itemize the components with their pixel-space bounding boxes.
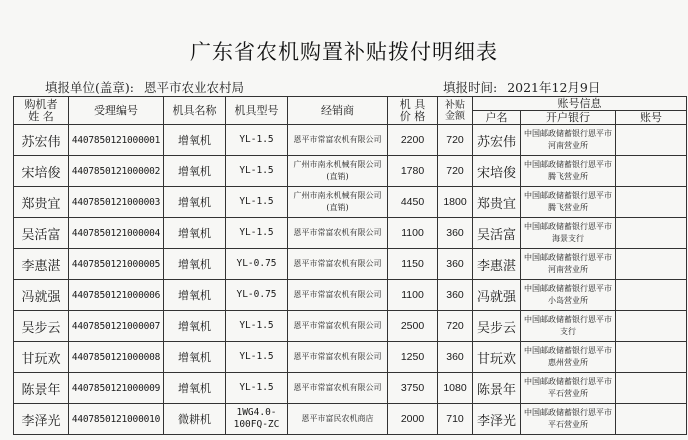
holder-cell: 郑贵宜 (473, 187, 521, 218)
price-cell: 4450 (388, 187, 438, 218)
machine-name-cell: 增氧机 (164, 187, 226, 218)
table-row (14, 125, 687, 156)
buyer-name-cell: 宋培俊 (14, 156, 69, 187)
page-title: 广东省农机购置补贴拨付明细表 (190, 40, 498, 64)
dealer-cell: 恩平市常富农机有限公司 (288, 373, 388, 404)
subsidy-cell: 360 (438, 342, 473, 373)
bank-cell: 中国邮政储蓄银行恩平市河南营业所 (521, 125, 616, 156)
accept-no-cell: 4407850121000006 (69, 280, 164, 311)
table-row (14, 311, 687, 342)
header-accept-no: 受理编号 (69, 97, 164, 125)
bank-cell: 中国邮政储蓄银行恩平市平石营业所 (521, 404, 616, 435)
holder-cell: 陈景年 (473, 373, 521, 404)
machine-model-cell: YL-1.5 (226, 125, 288, 156)
machine-model-cell: YL-1.5 (226, 311, 288, 342)
accept-no-cell: 4407850121000004 (69, 218, 164, 249)
price-cell: 3750 (388, 373, 438, 404)
header-buyer-name: 购机者 姓 名 (14, 97, 69, 125)
account-no-cell (616, 156, 687, 187)
reporting-date-label: 填报时间: (443, 80, 498, 95)
holder-cell: 宋培俊 (473, 156, 521, 187)
account-no-cell (616, 373, 687, 404)
price-cell: 1250 (388, 342, 438, 373)
holder-cell: 吴步云 (473, 311, 521, 342)
account-no-cell (616, 342, 687, 373)
machine-name-cell: 增氧机 (164, 311, 226, 342)
account-no-cell (616, 249, 687, 280)
buyer-name-cell: 李泽光 (14, 404, 69, 435)
account-no-cell (616, 280, 687, 311)
machine-model-cell: YL-1.5 (226, 156, 288, 187)
machine-name-cell: 增氧机 (164, 218, 226, 249)
machine-name-cell: 增氧机 (164, 249, 226, 280)
header-machine-name: 机具名称 (164, 97, 226, 125)
dealer-cell: 广州市南永机械有限公司(直销) (288, 156, 388, 187)
reporting-unit (45, 78, 244, 96)
machine-name-cell: 增氧机 (164, 156, 226, 187)
machine-model-cell: YL-0.75 (226, 249, 288, 280)
table-row (14, 218, 687, 249)
price-cell: 2500 (388, 311, 438, 342)
machine-name-cell: 增氧机 (164, 373, 226, 404)
table-row (14, 404, 687, 435)
header-dealer: 经销商 (288, 97, 388, 125)
header-subsidy: 补贴 金额 (438, 97, 473, 125)
header-price: 机 具 价 格 (388, 97, 438, 125)
machine-model-cell: YL-1.5 (226, 373, 288, 404)
dealer-cell: 恩平市常富农机有限公司 (288, 311, 388, 342)
price-cell: 1150 (388, 249, 438, 280)
header-bank: 开户银行 (521, 111, 616, 125)
machine-name-cell: 增氧机 (164, 125, 226, 156)
table-header (14, 97, 687, 125)
account-no-cell (616, 404, 687, 435)
price-cell: 1780 (388, 156, 438, 187)
accept-no-cell: 4407850121000001 (69, 125, 164, 156)
buyer-name-cell: 苏宏伟 (14, 125, 69, 156)
machine-model-cell: 1WG4.0-100FQ-ZC (226, 404, 288, 435)
machine-model-cell: YL-0.75 (226, 280, 288, 311)
subsidy-cell: 1080 (438, 373, 473, 404)
subsidy-cell: 360 (438, 249, 473, 280)
buyer-name-cell: 甘玩欢 (14, 342, 69, 373)
table-row (14, 342, 687, 373)
table-row (14, 373, 687, 404)
dealer-cell: 恩平市常富农机有限公司 (288, 249, 388, 280)
machine-name-cell: 增氧机 (164, 342, 226, 373)
subsidy-cell: 360 (438, 218, 473, 249)
reporting-date (443, 78, 600, 96)
machine-name-cell: 增氧机 (164, 280, 226, 311)
machine-model-cell: YL-1.5 (226, 187, 288, 218)
account-no-cell (616, 125, 687, 156)
subsidy-cell: 720 (438, 156, 473, 187)
bank-cell: 中国邮政储蓄银行恩平市惠州营业所 (521, 342, 616, 373)
holder-cell: 李泽光 (473, 404, 521, 435)
subsidy-cell: 710 (438, 404, 473, 435)
accept-no-cell: 4407850121000005 (69, 249, 164, 280)
reporting-unit-name: 恩平市农业农村局 (143, 80, 244, 95)
accept-no-cell: 4407850121000002 (69, 156, 164, 187)
dealer-cell: 恩平市富民农机商店 (288, 404, 388, 435)
account-no-cell (616, 311, 687, 342)
buyer-name-cell: 陈景年 (14, 373, 69, 404)
header-holder: 户名 (473, 111, 521, 125)
table-row (14, 280, 687, 311)
machine-name-cell: 微耕机 (164, 404, 226, 435)
buyer-name-cell: 郑贵宜 (14, 187, 69, 218)
subsidy-cell: 720 (438, 311, 473, 342)
holder-cell: 冯就强 (473, 280, 521, 311)
table-row (14, 187, 687, 218)
holder-cell: 苏宏伟 (473, 125, 521, 156)
price-cell: 2000 (388, 404, 438, 435)
holder-cell: 吴活富 (473, 218, 521, 249)
table-row (14, 156, 687, 187)
dealer-cell: 恩平市常富农机有限公司 (288, 342, 388, 373)
subsidy-cell: 720 (438, 125, 473, 156)
bank-cell: 中国邮政储蓄银行恩平市腾飞营业所 (521, 187, 616, 218)
price-cell: 1100 (388, 280, 438, 311)
dealer-cell: 恩平市常富农机有限公司 (288, 125, 388, 156)
buyer-name-cell: 吴步云 (14, 311, 69, 342)
buyer-name-cell: 冯就强 (14, 280, 69, 311)
header-machine-model: 机具型号 (226, 97, 288, 125)
reporting-date-value: 2021年12月9日 (507, 80, 601, 95)
accept-no-cell: 4407850121000007 (69, 311, 164, 342)
bank-cell: 中国邮政储蓄银行恩平市河南营业所 (521, 249, 616, 280)
accept-no-cell: 4407850121000008 (69, 342, 164, 373)
accept-no-cell: 4407850121000010 (69, 404, 164, 435)
table-body (14, 125, 687, 435)
bank-cell: 中国邮政储蓄银行恩平市腾飞营业所 (521, 156, 616, 187)
dealer-cell: 恩平市常富农机有限公司 (288, 280, 388, 311)
accept-no-cell: 4407850121000009 (69, 373, 164, 404)
bank-cell: 中国邮政储蓄银行恩平市海景支行 (521, 218, 616, 249)
subsidy-table (13, 96, 687, 435)
reporting-unit-label: 填报单位(盖章): (45, 80, 134, 95)
buyer-name-cell: 吴活富 (14, 218, 69, 249)
header-account-info: 账号信息 (473, 97, 687, 111)
holder-cell: 甘玩欢 (473, 342, 521, 373)
machine-model-cell: YL-1.5 (226, 342, 288, 373)
price-cell: 1100 (388, 218, 438, 249)
account-no-cell (616, 187, 687, 218)
dealer-cell: 广州市南永机械有限公司(直销) (288, 187, 388, 218)
header-account-no: 账号 (616, 111, 687, 125)
subsidy-cell: 360 (438, 280, 473, 311)
table-row (14, 249, 687, 280)
price-cell: 2200 (388, 125, 438, 156)
buyer-name-cell: 李惠湛 (14, 249, 69, 280)
accept-no-cell: 4407850121000003 (69, 187, 164, 218)
holder-cell: 李惠湛 (473, 249, 521, 280)
account-no-cell (616, 218, 687, 249)
machine-model-cell: YL-1.5 (226, 218, 288, 249)
bank-cell: 中国邮政储蓄银行恩平市支行 (521, 311, 616, 342)
bank-cell: 中国邮政储蓄银行恩平市小岛营业所 (521, 280, 616, 311)
subsidy-cell: 1800 (438, 187, 473, 218)
dealer-cell: 恩平市常富农机有限公司 (288, 218, 388, 249)
bank-cell: 中国邮政储蓄银行恩平市平石营业所 (521, 373, 616, 404)
